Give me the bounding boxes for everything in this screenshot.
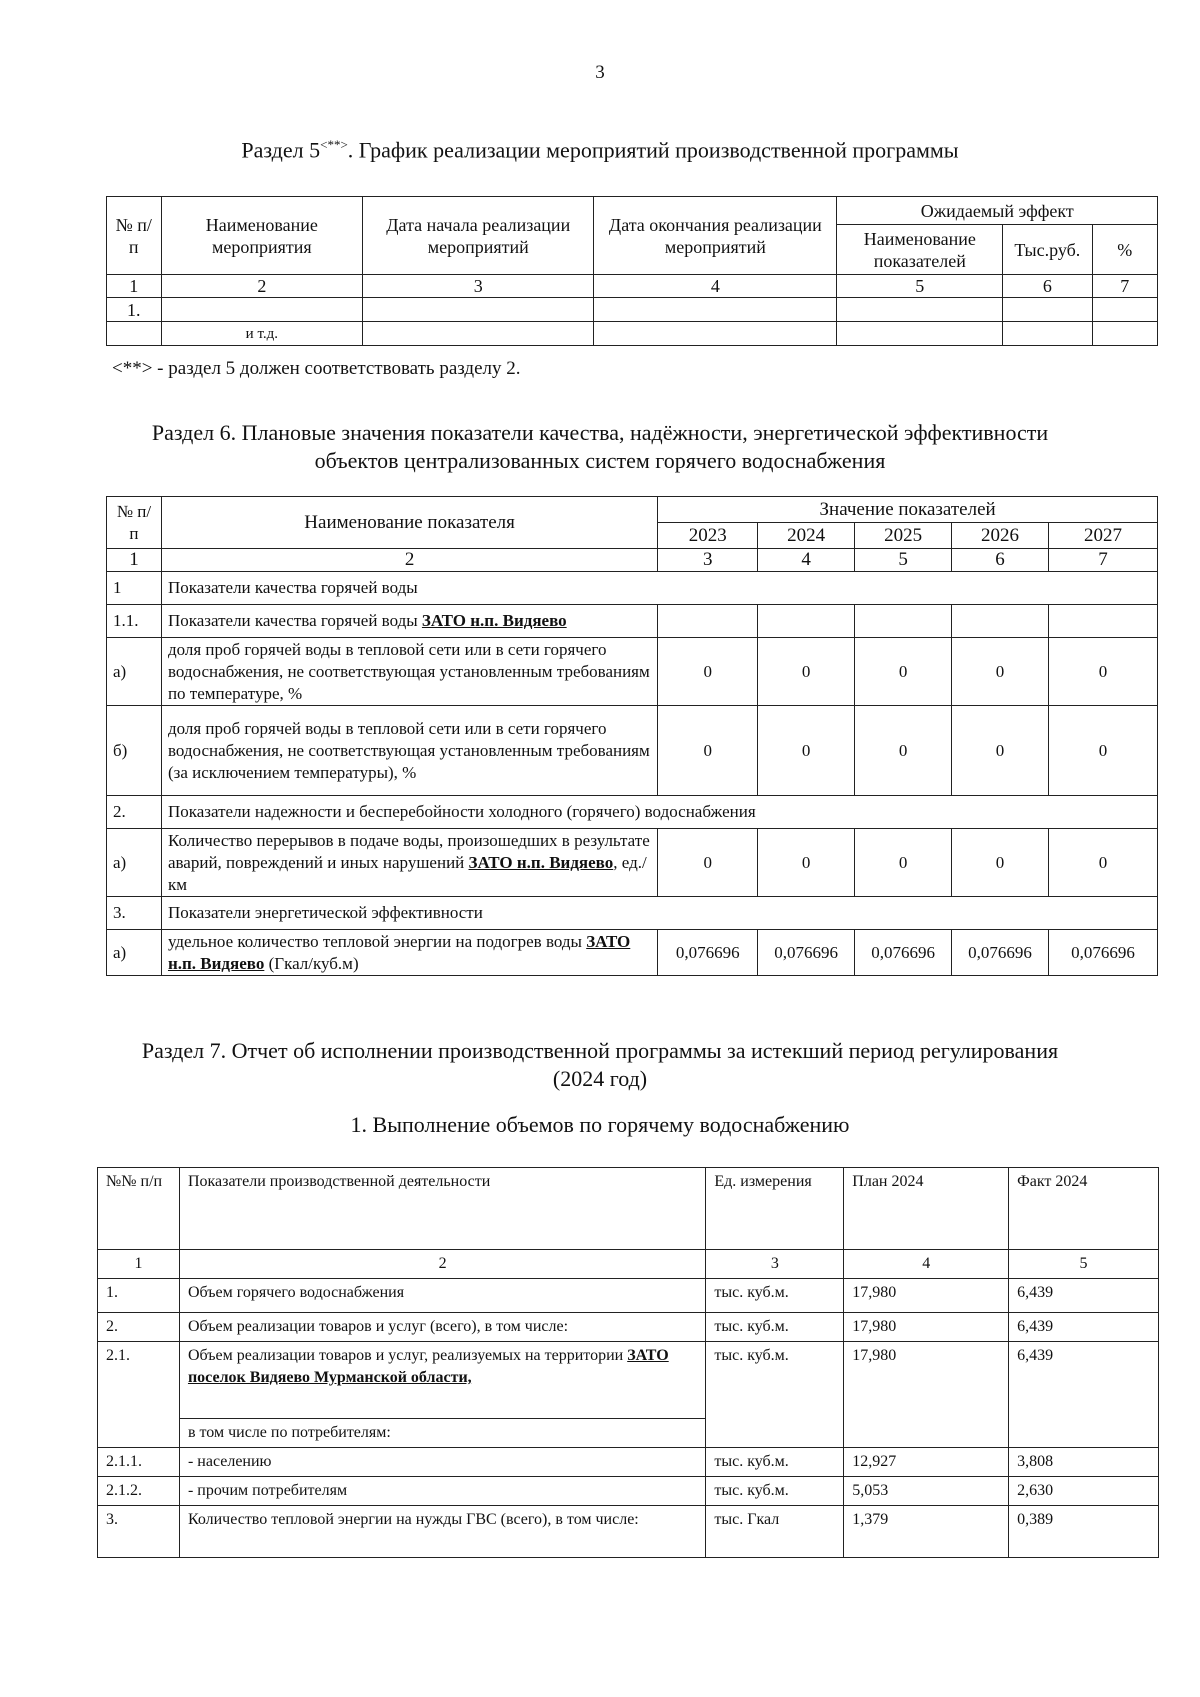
table-row-group (107, 897, 1158, 930)
header-year: 2024 (758, 523, 855, 549)
cell-empty (1092, 322, 1157, 346)
section5-title-rest: . График реализации мероприятий производственной программы (347, 137, 959, 163)
value-cell: 0 (855, 638, 952, 706)
value-cell: 0,076696 (1049, 930, 1158, 976)
header-values: Значение показателей (658, 497, 1158, 523)
col-num: 4 (758, 549, 855, 572)
cell-empty (594, 322, 837, 346)
table-row (107, 298, 1158, 322)
table-row (107, 829, 1158, 897)
col-num: 5 (855, 549, 952, 572)
section5-footnote: <**> - раздел 5 должен соответствовать разделу 2. (112, 358, 521, 379)
row-name: и т.д. (161, 322, 363, 346)
table-row (107, 322, 1158, 346)
col-num: 6 (1003, 275, 1092, 298)
table-row (107, 930, 1158, 976)
cell-empty (658, 605, 758, 638)
header-effect-pct: % (1092, 225, 1157, 275)
col-num: 1 (107, 275, 162, 298)
header-fact: Факт 2024 (1009, 1168, 1159, 1250)
header-year: 2023 (658, 523, 758, 549)
value-cell: 0,076696 (952, 930, 1049, 976)
value-cell: 0 (952, 829, 1049, 897)
table-row (98, 1342, 1159, 1419)
row-num: 3. (107, 897, 162, 930)
row-name (179, 1342, 705, 1419)
row-num: 1. (98, 1279, 180, 1313)
value-cell: 0 (952, 706, 1049, 796)
header-plan: План 2024 (844, 1168, 1009, 1250)
cell-empty (837, 322, 1003, 346)
row-fact: 3,808 (1009, 1448, 1159, 1477)
row-name-text: Объем реализации товаров и услуг, реализуемых на территории (187, 1347, 628, 1364)
row-fact: 0,389 (1009, 1506, 1159, 1558)
column-number-row (107, 275, 1158, 298)
section7-title-line2: (2024 год) (552, 1066, 648, 1091)
cell-empty (837, 298, 1003, 322)
row-name-bold: ЗАТО н.п. Видяево (468, 852, 614, 872)
row-name (161, 605, 657, 638)
row-num: б) (107, 706, 162, 796)
header-name: Наименование показателя (161, 497, 657, 549)
header-effect-rub: Тыс.руб. (1003, 225, 1092, 275)
row-num: 1.1. (107, 605, 162, 638)
table-row-group (107, 572, 1158, 605)
row-name-tail: , ед./км (167, 852, 647, 894)
col-num: 5 (1009, 1250, 1159, 1279)
value-cell: 0 (1049, 706, 1158, 796)
row-name (161, 298, 363, 322)
row-name-text: Количество перерывов в подаче воды, произошедших в результате аварий, повреждений и иных нарушений (167, 830, 650, 872)
row-unit: тыс. куб.м. (706, 1477, 844, 1506)
value-cell: 0 (758, 829, 855, 897)
header-num: №№ п/п (98, 1168, 180, 1250)
table-row-sub (107, 605, 1158, 638)
col-num: 3 (363, 275, 594, 298)
table-row (107, 638, 1158, 706)
row-plan: 17,980 (844, 1313, 1009, 1342)
header-unit: Ед. измерения (706, 1168, 844, 1250)
value-cell: 0,076696 (758, 930, 855, 976)
row-name: Показатели качества горячей воды (161, 572, 1157, 605)
value-cell: 0 (658, 706, 758, 796)
section5-title-prefix: Раздел 5 (241, 137, 321, 163)
col-num: 4 (844, 1250, 1009, 1279)
row-num: 1. (107, 298, 162, 322)
header-effect-name: Наименование показателей (837, 225, 1003, 275)
section5-title (0, 130, 1200, 165)
value-cell: 0 (758, 706, 855, 796)
cell-empty (952, 605, 1049, 638)
cell-empty (758, 605, 855, 638)
row-num: а) (107, 638, 162, 706)
row-fact: 2,630 (1009, 1477, 1159, 1506)
header-num: № п/п (107, 497, 162, 549)
row-fact: 6,439 (1009, 1313, 1159, 1342)
section7-subtitle: 1. Выполнение объемов по горячему водоснабжению (350, 1112, 850, 1137)
col-num: 7 (1092, 275, 1157, 298)
col-num: 1 (107, 549, 162, 572)
row-name: доля проб горячей воды в тепловой сети или в сети горячего водоснабжения, не соответствующая установленным требованиям (за исключением температуры), % (161, 706, 657, 796)
cell-empty (1003, 298, 1092, 322)
table-row-group (107, 796, 1158, 829)
row-name: Показатели энергетической эффективности (161, 897, 1157, 930)
row-name: Объем реализации товаров и услуг (всего), в том числе: (179, 1313, 705, 1342)
row-name-text: Показатели качества горячей воды (167, 611, 422, 630)
row-name-tail: (Гкал/куб.м) (264, 953, 359, 973)
row-name: - прочим потребителям (179, 1477, 705, 1506)
row-plan: 5,053 (844, 1477, 1009, 1506)
col-num: 5 (837, 275, 1003, 298)
row-num: а) (107, 930, 162, 976)
value-cell: 0,076696 (855, 930, 952, 976)
section6-title-line2: объектов централизованных систем горячего водоснабжения (314, 448, 886, 473)
cell-empty (363, 298, 594, 322)
header-start-date: Дата начала реализации мероприятий (363, 197, 594, 275)
table-row (98, 1279, 1159, 1313)
row-name: - населению (179, 1448, 705, 1477)
row-unit: тыс. Гкал (706, 1506, 844, 1558)
row-name: Показатели надежности и бесперебойности холодного (горячего) водоснабжения (161, 796, 1157, 829)
value-cell: 0,076696 (658, 930, 758, 976)
section5-title-sup: <**> (320, 137, 348, 152)
row-name: Объем горячего водоснабжения (179, 1279, 705, 1313)
value-cell: 0 (855, 706, 952, 796)
section7-table (97, 1167, 1159, 1558)
row-plan: 12,927 (844, 1448, 1009, 1477)
row-name-bold: ЗАТО н.п. Видяево (421, 611, 567, 630)
cell-empty (363, 322, 594, 346)
header-end-date: Дата окончания реализации мероприятий (594, 197, 837, 275)
page-number: 3 (595, 62, 605, 83)
row-plan: 17,980 (844, 1279, 1009, 1313)
col-num: 3 (706, 1250, 844, 1279)
header-year: 2025 (855, 523, 952, 549)
col-num: 7 (1049, 549, 1158, 572)
row-name: Количество тепловой энергии на нужды ГВС (всего), в том числе: (179, 1506, 705, 1558)
row-unit: тыс. куб.м. (706, 1448, 844, 1477)
section6-title-line1: Раздел 6. Плановые значения показатели качества, надёжности, энергетической эффективности (151, 420, 1049, 445)
header-num: № п/п (107, 197, 162, 275)
row-plan: 1,379 (844, 1506, 1009, 1558)
row-num: 2. (107, 796, 162, 829)
cell-empty (1003, 322, 1092, 346)
table-row (98, 1477, 1159, 1506)
row-name (161, 930, 657, 976)
section6-table (106, 496, 1158, 976)
header-name: Наименование мероприятия (161, 197, 363, 275)
row-name-extra: в том числе по потребителям: (179, 1419, 705, 1448)
row-unit: тыс. куб.м. (706, 1279, 844, 1313)
header-expected-effect: Ожидаемый эффект (837, 197, 1158, 225)
row-name-bold: ЗАТО поселок Видяево Мурманской области, (187, 1347, 669, 1386)
cell-empty (1092, 298, 1157, 322)
row-name: доля проб горячей воды в тепловой сети или в сети горячего водоснабжения, не соответствующая установленным требованиям по температуре, % (161, 638, 657, 706)
col-num: 2 (161, 275, 363, 298)
row-unit: тыс. куб.м. (706, 1313, 844, 1342)
value-cell: 0 (1049, 829, 1158, 897)
row-num: 2.1.2. (98, 1477, 180, 1506)
row-name (161, 829, 657, 897)
col-num: 1 (98, 1250, 180, 1279)
value-cell: 0 (658, 638, 758, 706)
column-number-row (107, 549, 1158, 572)
value-cell: 0 (658, 829, 758, 897)
cell-empty (594, 298, 837, 322)
table-row (107, 706, 1158, 796)
header-name: Показатели производственной деятельности (179, 1168, 705, 1250)
table-row (98, 1506, 1159, 1558)
row-num (107, 322, 162, 346)
value-cell: 0 (855, 829, 952, 897)
table-row (98, 1313, 1159, 1342)
row-plan: 17,980 (844, 1342, 1009, 1448)
value-cell: 0 (758, 638, 855, 706)
row-num: 2.1.1. (98, 1448, 180, 1477)
row-num: 2.1. (98, 1342, 180, 1448)
header-year: 2027 (1049, 523, 1158, 549)
row-name-bold: ЗАТО н.п. Видяево (167, 931, 631, 973)
row-num: 3. (98, 1506, 180, 1558)
col-num: 3 (658, 549, 758, 572)
col-num: 4 (594, 275, 837, 298)
header-year: 2026 (952, 523, 1049, 549)
row-unit: тыс. куб.м. (706, 1342, 844, 1448)
row-num: а) (107, 829, 162, 897)
col-num: 2 (179, 1250, 705, 1279)
table-row (98, 1448, 1159, 1477)
cell-empty (855, 605, 952, 638)
row-fact: 6,439 (1009, 1342, 1159, 1448)
row-name-text: удельное количество тепловой энергии на подогрев воды (167, 931, 587, 951)
column-number-row (98, 1250, 1159, 1279)
section7-title-line1: Раздел 7. Отчет об исполнении производственной программы за истекший период регулирования (141, 1038, 1059, 1063)
value-cell: 0 (1049, 638, 1158, 706)
row-num: 2. (98, 1313, 180, 1342)
section5-table (106, 196, 1158, 346)
row-num: 1 (107, 572, 162, 605)
row-fact: 6,439 (1009, 1279, 1159, 1313)
value-cell: 0 (952, 638, 1049, 706)
col-num: 2 (161, 549, 657, 572)
cell-empty (1049, 605, 1158, 638)
col-num: 6 (952, 549, 1049, 572)
